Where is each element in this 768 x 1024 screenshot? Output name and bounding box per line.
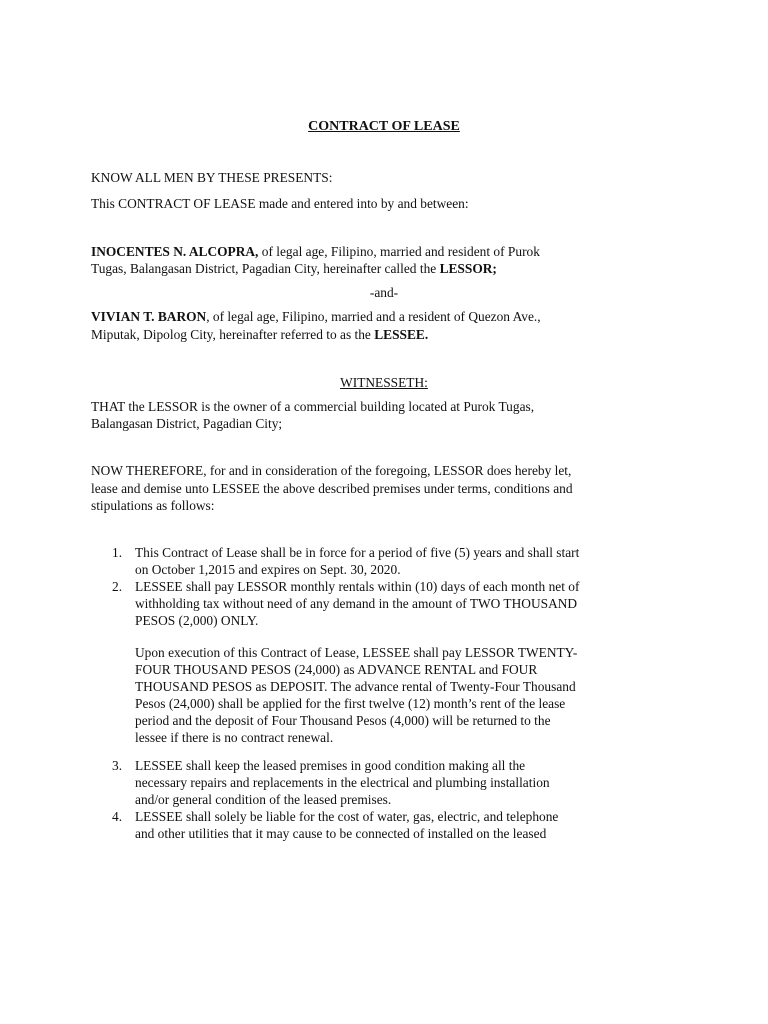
- now-line-1: NOW THEREFORE, for and in consideration of the foregoing, LESSOR does hereby let,: [91, 463, 572, 478]
- item-1-line-1: This Contract of Lease shall be in force for a period of five (5) years and shall start: [135, 545, 580, 560]
- item-4-line-1: LESSEE shall solely be liable for the cost of water, gas, electric, and telephone: [135, 809, 559, 824]
- item-2-extra-line-3: THOUSAND PESOS as DEPOSIT. The advance rental of Twenty-Four Thousand: [135, 679, 576, 694]
- item-2-extra-line-6: lessee if there is no contract renewal.: [135, 730, 334, 745]
- item-3-number: 3.: [112, 758, 123, 773]
- item-1-number: 1.: [112, 545, 123, 560]
- witnesseth-heading: WITNESSETH:: [340, 375, 428, 390]
- lessee-name: VIVIAN T. BARON: [91, 309, 207, 324]
- document-title: CONTRACT OF LEASE: [308, 119, 460, 134]
- that-line-1: THAT the LESSOR is the owner of a commercial building located at Purok Tugas,: [91, 399, 535, 414]
- item-2-line-1: LESSEE shall pay LESSOR monthly rentals within (10) days of each month net of: [135, 579, 580, 594]
- lessor-line-2-text: Tugas, Balangasan District, Pagadian City, hereinafter called the: [91, 261, 440, 276]
- lessee-line-1-rest: , of legal age, Filipino, married and a resident of Quezon Ave.,: [206, 309, 541, 324]
- item-2-extra-line-4: Pesos (24,000) shall be applied for the first twelve (12) month’s rent of the lease: [135, 696, 566, 711]
- item-2-line-3: PESOS (2,000) ONLY.: [135, 613, 259, 628]
- lessor-line-1-rest: of legal age, Filipino, married and resident of Purok: [258, 244, 540, 259]
- now-line-3: stipulations as follows:: [91, 498, 215, 513]
- lessor-label: LESSOR;: [439, 261, 497, 276]
- item-2-line-2: withholding tax without need of any demand in the amount of TWO THOUSAND: [135, 596, 578, 611]
- item-4-line-2: and other utilities that it may cause to be connected of installed on the leased: [135, 826, 547, 841]
- lessor-name: INOCENTES N. ALCOPRA,: [91, 244, 259, 259]
- item-2-extra-line-1: Upon execution of this Contract of Lease, LESSEE shall pay LESSOR TWENTY-: [135, 645, 578, 660]
- lessee-line-2: [91, 327, 428, 343]
- lessee-label: LESSEE.: [374, 327, 429, 342]
- item-2-number: 2.: [112, 579, 123, 594]
- item-4-number: 4.: [112, 809, 123, 824]
- item-3-line-2: necessary repairs and replacements in the electrical and plumbing installation: [135, 775, 550, 790]
- lessee-line-2-text: Miputak, Dipolog City, hereinafter referred to as the: [91, 327, 375, 342]
- know-all-line: KNOW ALL MEN BY THESE PRESENTS:: [91, 170, 333, 185]
- lessor-line-2: [91, 261, 497, 277]
- item-2-extra-line-5: period and the deposit of Four Thousand Pesos (4,000) will be returned to the: [135, 713, 551, 728]
- now-line-2: lease and demise unto LESSEE the above described premises under terms, conditions and: [91, 481, 573, 496]
- item-3-line-3: and/or general condition of the leased premises.: [135, 792, 392, 807]
- item-1-line-2: on October 1,2015 and expires on Sept. 30, 2020.: [135, 562, 401, 577]
- that-line-2: Balangasan District, Pagadian City;: [91, 416, 283, 431]
- lessee-line-1: [91, 309, 541, 325]
- lessor-line-1: [91, 244, 540, 260]
- item-2-extra-line-2: FOUR THOUSAND PESOS (24,000) as ADVANCE RENTAL and FOUR: [135, 662, 538, 677]
- item-3-line-1: LESSEE shall keep the leased premises in good condition making all the: [135, 758, 526, 773]
- intro-line: This CONTRACT OF LEASE made and entered into by and between:: [91, 196, 469, 211]
- and-separator: -and-: [369, 285, 399, 300]
